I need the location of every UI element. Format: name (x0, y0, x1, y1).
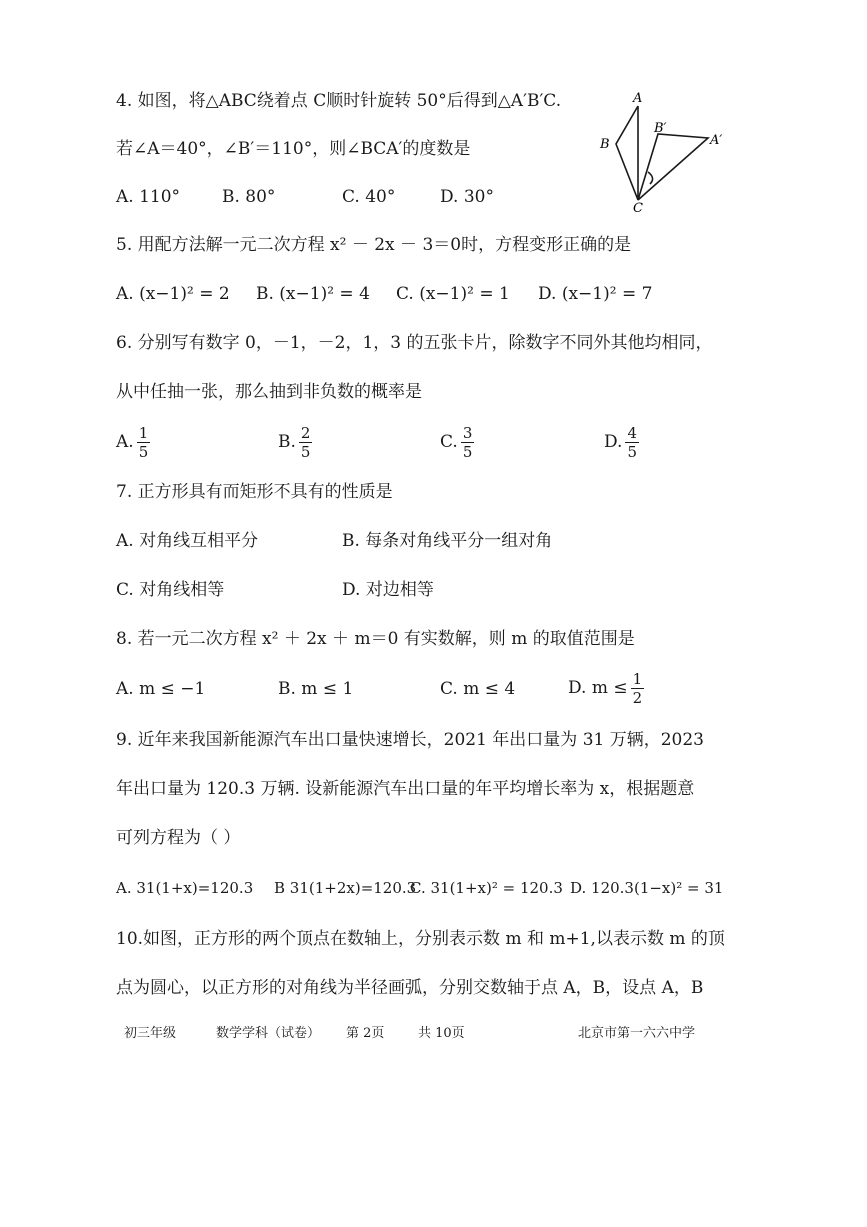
fraction-numerator: 1 (138, 424, 149, 442)
q6-stem-line1: 6. 分别写有数字 0，－1，－2，1，3 的五张卡片，除数字不同外其他均相同， (116, 333, 713, 353)
q4-option-b: B. 80° (222, 187, 276, 207)
fraction-numerator: 1 (632, 670, 643, 688)
q7-option-b: B. 每条对角线平分一组对角 (342, 531, 553, 551)
footer-school: 北京市第一六六中学 (578, 1026, 696, 1041)
q5-option-d: D. (x−1)² = 7 (538, 284, 653, 304)
q7-option-c: C. 对角线相等 (116, 580, 225, 600)
q9-stem-line2: 年出口量为 120.3 万辆. 设新能源汽车出口量的年平均增长率为 x，根据题意 (116, 779, 695, 799)
label-b: B (600, 137, 610, 152)
q6-option-c (440, 424, 474, 461)
q9-option-d: D. 120.3(1−x)² = 31 (570, 879, 724, 897)
fraction (299, 424, 313, 461)
q7-option-d: D. 对边相等 (342, 580, 434, 600)
label-c: C (633, 201, 643, 212)
fraction (631, 670, 645, 707)
fraction-numerator: 4 (627, 424, 637, 442)
q6-option-c-label: C. (440, 432, 458, 452)
q5-option-c: C. (x−1)² = 1 (396, 284, 510, 304)
label-b-prime: B′ (654, 121, 667, 136)
footer-grade: 初三年级 (124, 1026, 177, 1041)
q8-option-c: C. m ≤ 4 (440, 679, 516, 699)
q9-option-c: C. 31(1+x)² = 120.3 (410, 879, 563, 897)
q9-stem-line1: 9. 近年来我国新能源汽车出口量快速增长，2021 年出口量为 31 万辆，2023 (116, 730, 704, 750)
q7-option-a: A. 对角线互相平分 (116, 531, 259, 551)
q8-option-d-label: D. m ≤ (568, 678, 628, 698)
q8-option-a: A. m ≤ −1 (116, 679, 206, 699)
q10-stem-line1: 10.如图，正方形的两个顶点在数轴上，分别表示数 m 和 m+1,以表示数 m 的顶 (116, 929, 725, 949)
q8-option-b: B. m ≤ 1 (278, 679, 354, 699)
q5-option-b: B. (x−1)² = 4 (256, 284, 370, 304)
q6-option-d (604, 424, 639, 461)
q9-stem-line3: 可列方程为（ ） (116, 828, 241, 848)
q5-stem: 5. 用配方法解一元二次方程 x² － 2x － 3＝0时，方程变形正确的是 (116, 235, 632, 255)
q9-option-b: B 31(1+2x)=120.3 (274, 879, 417, 897)
q9-option-a: A. 31(1+x)=120.3 (116, 879, 254, 897)
q5-option-a: A. (x−1)² = 2 (116, 284, 230, 304)
q8-option-d (568, 670, 644, 707)
q6-option-b (278, 424, 312, 461)
q10-stem-line2: 点为圆心，以正方形的对角线为半径画弧，分别交数轴于点 A，B，设点 A，B (116, 978, 704, 998)
q7-stem: 7. 正方形具有而矩形不具有的性质是 (116, 482, 393, 502)
q4-option-a: A. 110° (116, 187, 181, 207)
q6-stem-line2: 从中任抽一张，那么抽到非负数的概率是 (116, 382, 422, 402)
footer-subject: 数学学科（试卷） (216, 1026, 321, 1041)
footer-page-total: 共 10页 (418, 1026, 465, 1041)
fraction (137, 424, 151, 461)
q4-option-c: C. 40° (342, 187, 396, 207)
fraction-denominator: 2 (632, 689, 643, 707)
q8-stem: 8. 若一元二次方程 x² ＋ 2x ＋ m＝0 有实数解，则 m 的取值范围是 (116, 629, 635, 649)
q6-option-a-label: A. (116, 432, 134, 452)
fraction-numerator: 2 (300, 424, 311, 442)
q6-option-b-label: B. (278, 432, 296, 452)
fraction-denominator: 5 (627, 443, 637, 461)
fraction-denominator: 5 (462, 443, 473, 461)
q6-option-d-label: D. (604, 432, 623, 452)
fraction-denominator: 5 (138, 443, 149, 461)
q4-stem-line2: 若∠A＝40°，∠B′＝110°，则∠BCA′的度数是 (116, 139, 471, 159)
fraction-denominator: 5 (300, 443, 311, 461)
fraction (461, 424, 475, 461)
footer-page-number: 第 2页 (346, 1026, 385, 1041)
label-a-prime: A′ (710, 133, 723, 148)
triangle-a-prime-b-prime-c (638, 134, 708, 200)
fraction (625, 424, 639, 461)
label-a: A (633, 92, 643, 106)
q4-stem-line1: 4. 如图，将△ABC绕着点 C顺时针旋转 50°后得到△A′B′C. (116, 91, 562, 111)
fraction-numerator: 3 (462, 424, 473, 442)
rotation-triangle-figure (590, 92, 740, 212)
triangle-abc (616, 106, 638, 200)
q4-option-d: D. 30° (440, 187, 494, 207)
rotation-arc (648, 172, 653, 184)
q6-option-a (116, 424, 150, 461)
